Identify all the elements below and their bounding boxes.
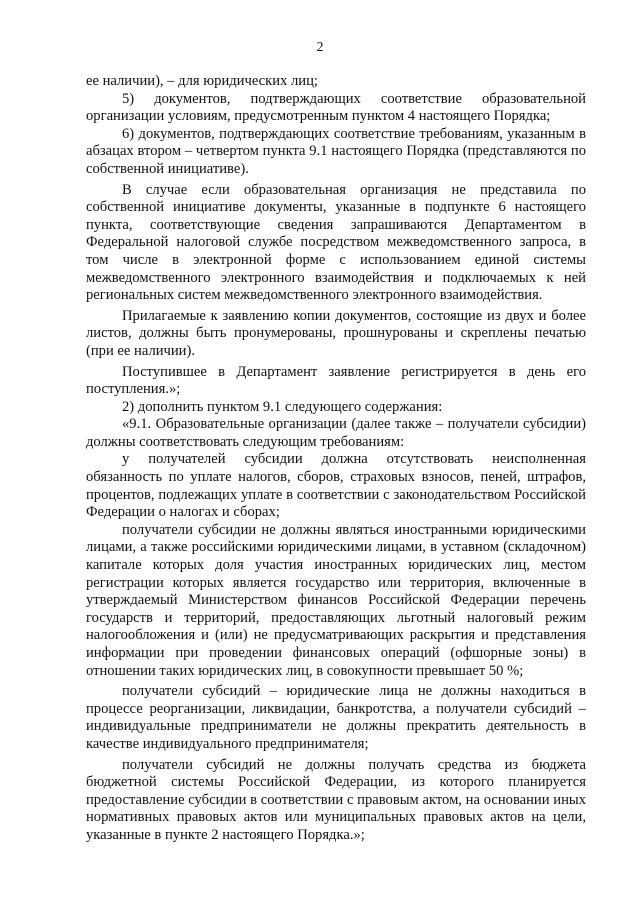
paragraph-continuation: ее наличии), – для юридических лиц; — [86, 73, 318, 89]
document-body — [86, 73, 586, 845]
paragraph-amendment-2: 2) дополнить пунктом 9.1 следующего содержания: — [122, 398, 443, 415]
paragraph-item-6: 6) документов, подтверждающих соответствие требованиям, указанным в абзацах втором – четвертом пункта 9.1 настоящего Порядка (представляются по собственной инициативе). — [86, 125, 586, 177]
paragraph-copies: Прилагаемые к заявлению копии документов, состоящие из двух и более листов, должны быть пронумерованы, прошнурованы и скреплены печатью (при ее наличии). — [86, 307, 586, 359]
paragraph-requirement-taxes: у получателей субсидии должна отсутствовать неисполненная обязанность по уплате налогов, сборов, страховых взносов, пеней, штрафов, процентов, подлежащих уплате в соответствии с законодательством Российской Федерации о налогах и сборах; — [86, 451, 586, 521]
paragraph-registration: Поступившее в Департамент заявление регистрируется в день его поступления.»; — [86, 363, 586, 398]
paragraph-requirement-budget: получатели субсидий не должны получать средства из бюджета бюджетной системы Российской Федерации, из которого планируется предоставление субсидии в соответствии с правовым актом, на основании иных нормативных правовых актов или муниципальных правовых актов на цели, указанные в пункте 2 настоящего Порядка.»; — [86, 756, 586, 843]
paragraph-requirement-reorganization: получатели субсидий – юридические лица не должны находиться в процессе реорганизации, ликвидации, банкротства, а получатели субсидий – индивидуальные предприниматели не должны прекратить деятельность в качестве индивидуального предпринимателя; — [86, 683, 586, 752]
paragraph-9-1: «9.1. Образовательные организации (далее также – получатели субсидии) должны соответствовать следующим требованиям: — [86, 416, 586, 450]
paragraph-item-5: 5) документов, подтверждающих соответствие образовательной организации условиям, предусмотренным пунктом 4 настоящего Порядка; — [86, 90, 586, 125]
page-number: 2 — [316, 40, 324, 55]
paragraph-requirement-foreign: получатели субсидии не должны являться иностранными юридическими лицами, а также российскими юридическими лицами, в уставном (складочном) капитале которых доля участия иностранных юридических лиц, местом регистрации которых является государство или территория, включенные в утверждаемый Министерством финансов Российской Федерации перечень государств и территорий, предоставляющих льготный налоговый режим налогообложения и (или) не предусматривающих раскрытия и представления информации при проведении финансовых операций (офшорные зоны) в отношении таких юридических лиц, в совокупности превышает 50 %; — [86, 521, 586, 679]
paragraph-case: В случае если образовательная организация не представила по собственной инициативе документы, указанные в подпункте 6 настоящего пункта, соответствующие сведения запрашиваются Департаментом в Федеральной налоговой службе посредством межведомственного запроса, в том числе в электронной форме с использованием единой системы межведомственного электронного взаимодействия и подключаемых к ней региональных систем межведомственного электронного взаимодействия. — [86, 181, 586, 304]
